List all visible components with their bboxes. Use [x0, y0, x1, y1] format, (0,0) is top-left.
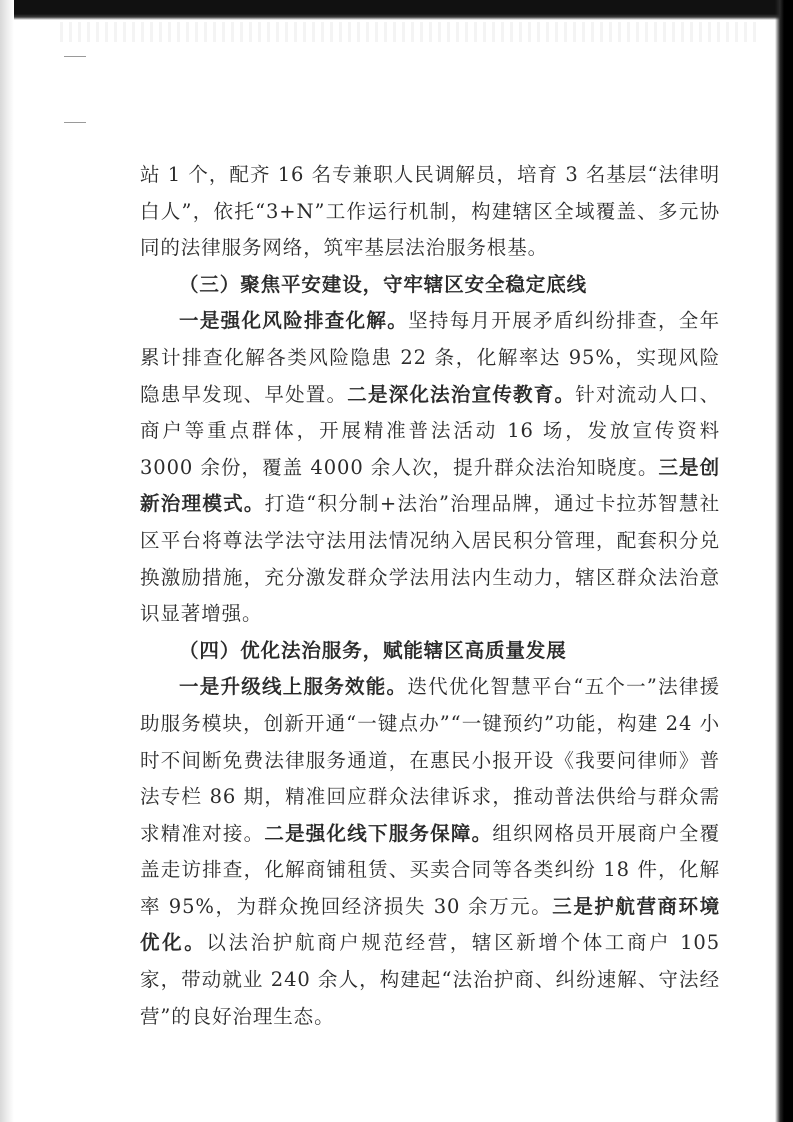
scan-right-edge: [775, 0, 793, 1122]
paragraph: [140, 669, 720, 1035]
scan-top-edge: [14, 0, 793, 20]
section-heading: [140, 267, 720, 304]
paragraph-text: 以法治护航商户规范经营，辖区新增个体工商户 105 家，带动就业 240 余人，构建起“法治护商、纠纷速解、守法经营”的良好治理生态。: [140, 931, 720, 1028]
paragraph: [140, 157, 720, 267]
scan-mark: [64, 56, 86, 57]
section-heading: [140, 633, 720, 670]
section-heading-text: （三）聚焦平安建设，守牢辖区安全稳定底线: [179, 272, 588, 296]
key-point-title: 三是创新治理模式。: [140, 455, 720, 516]
document-body: [140, 157, 720, 1035]
paragraph-text: 针对流动人口、商户等重点群体，开展精准普法活动 16 场，发放宣传资料 3000 余份，覆盖 4000 余人次，提升群众法治知晓度。: [140, 382, 720, 479]
show-through-text: [60, 22, 760, 42]
paragraph-text: 打造“积分制+法治”治理品牌，通过卡拉苏智慧社区平台将尊法学法守法用法情况纳入居民积分管理，配套积分兑换激励措施，充分激发群众学法用法内生动力，辖区群众法治意识显著增强。: [140, 492, 721, 626]
paragraph-text: 坚持每月开展矛盾纠纷排查，全年累计排查化解各类风险隐患 22 条，化解率达 95%，实现风险隐患早发现、早处置。: [140, 309, 720, 406]
section-heading-text: （四）优化法治服务，赋能辖区高质量发展: [179, 638, 567, 662]
key-point-title: 二是深化法治宣传教育。: [347, 382, 576, 406]
key-point-title: 三是护航营商环境优化。: [140, 894, 721, 955]
key-point-title: 一是升级线上服务效能。: [179, 675, 408, 699]
paragraph-text: 组织网格员开展商户全覆盖走访排查，化解商铺租赁、买卖合同等各类纠纷 18 件，化解率 95%，为群众挽回经济损失 30 余万元。: [140, 821, 720, 918]
paragraph-text: 迭代优化智慧平台“五个一”法律援助服务模块，创新开通“一键点办”“一键预约”功能，构建 24 小时不间断免费法律服务通道，在惠民小报开设《我要问律师》普法专栏 86 期，精准回应群众法律诉求，推动普法供给与群众需求精准对接。: [140, 675, 721, 845]
paragraph: [140, 303, 720, 632]
key-point-title: 二是强化线下服务保障。: [264, 821, 493, 845]
scan-left-edge: [0, 0, 14, 1122]
paragraph-text: 站 1 个，配齐 16 名专兼职人民调解员，培育 3 名基层“法律明白人”，依托“3+N”工作运行机制，构建辖区全域覆盖、多元协同的法律服务网络，筑牢基层法治服务根基。: [140, 163, 720, 260]
key-point-title: 一是强化风险排查化解。: [179, 309, 409, 333]
scan-mark: [64, 122, 86, 123]
